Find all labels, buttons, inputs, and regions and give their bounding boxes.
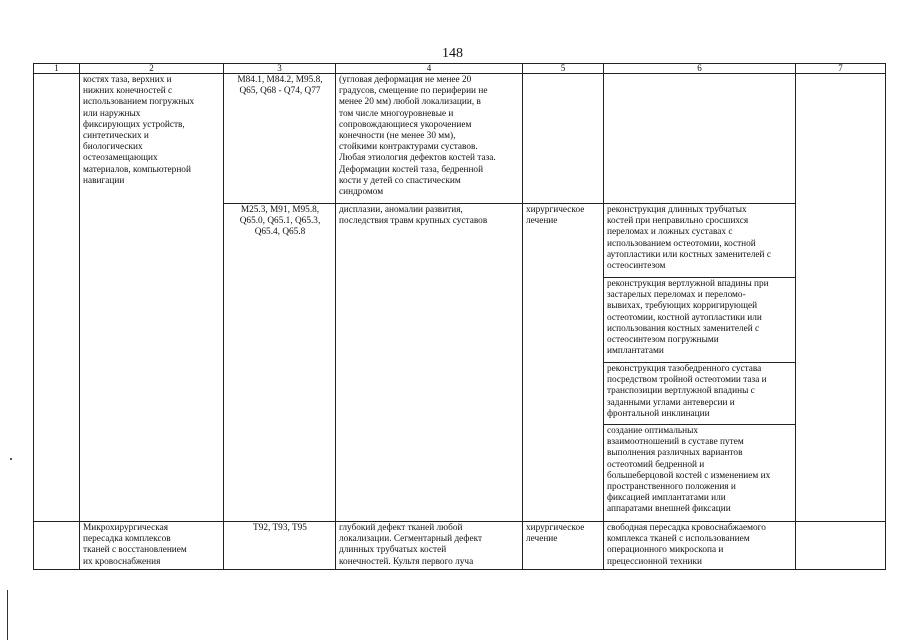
treatment-type-cell: хирургическое лечение <box>523 204 604 522</box>
treatment-method-cell: реконструкция вертлужной впадины при застарелых переломах и переломо- вывихах, требующих корригирующей остеотомии, костной аутопластики или использования костных заменителей с остеосинтезом погружными имплантатами <box>604 278 796 363</box>
diagnosis-cell: глубокий дефект тканей любой локализации. Сегментарный дефект длинных трубчатых костей конечностей. Культя первого луча <box>336 522 523 570</box>
number-cell <box>34 522 80 570</box>
header-col-1: 1 <box>34 64 80 74</box>
diagnosis-cell: дисплазии, аномалии развития, последствия травм крупных суставов <box>336 204 523 522</box>
margin-rule <box>7 590 8 640</box>
diagnosis-cell: (угловая деформация не менее 20 градусов, смещение по периферии не менее 20 мм) любой локализации, в том числе многоуровневые и сопровождающиеся укорочением конечности (не менее 30 мм), стойкими контрактурами суставов. Любая этиология дефектов костей таза. Деформации костей таза, бедренной кости у детей со спастическим синдромом <box>336 74 523 204</box>
norm-cell <box>796 74 886 522</box>
icd-codes-cell: T92, T93, T95 <box>224 522 336 570</box>
treatment-method-cell: реконструкция тазобедренного сустава посредством тройной остеотомии таза и транспозиции вертлужной впадины с заданными углами антеверсии и фронтальной инклинации <box>604 363 796 425</box>
treatment-type-cell: хирургическое лечение <box>523 522 604 570</box>
header-col-3: 3 <box>224 64 336 74</box>
header-col-4: 4 <box>336 64 523 74</box>
header-col-7: 7 <box>796 64 886 74</box>
treatment-type-cell <box>523 74 604 204</box>
treatment-method-cell: свободная пересадка кровоснабжаемого комплекса тканей с использованием операционного микроскопа и прецессионной техники <box>604 522 796 570</box>
treatment-method-cell: реконструкция длинных трубчатых костей при неправильно сросшихся переломах и ложных суставах с использованием остеотомии, костной аутопластики или костных заменителей с остеосинтезом <box>604 204 796 278</box>
header-row <box>34 64 886 74</box>
header-col-6: 6 <box>604 64 796 74</box>
method-name-cell: Микрохирургическая пересадка комплексов тканей с восстановлением их кровоснабжения <box>80 522 224 570</box>
header-col-5: 5 <box>523 64 604 74</box>
treatment-method-cell: создание оптимальных взаимоотношений в суставе путем выполнения различных вариантов остеотомий бедренной и большеберцовой костей с изменением их пространственного положения и фиксацией имплантатами или аппаратами внешней фиксации <box>604 425 796 522</box>
icd-codes-cell: M25.3, M91, M95.8, Q65.0, Q65.1, Q65.3, Q65.4, Q65.8 <box>224 204 336 522</box>
page-number: 148 <box>442 46 463 61</box>
table-row <box>34 74 886 204</box>
procedures-table <box>33 63 886 570</box>
icd-codes-cell: M84.1, M84.2, M95.8, Q65, Q68 - Q74, Q77 <box>224 74 336 204</box>
number-cell <box>34 74 80 522</box>
method-name-cell: костях таза, верхних и нижних конечностей с использованием погружных или наружных фиксирующих устройств, синтетических и биологических остеозамещающих материалов, компьютерной навигации <box>80 74 224 522</box>
table-row <box>34 522 886 570</box>
margin-mark <box>10 458 12 460</box>
header-col-2: 2 <box>80 64 224 74</box>
norm-cell <box>796 522 886 570</box>
treatment-method-cell <box>604 74 796 204</box>
